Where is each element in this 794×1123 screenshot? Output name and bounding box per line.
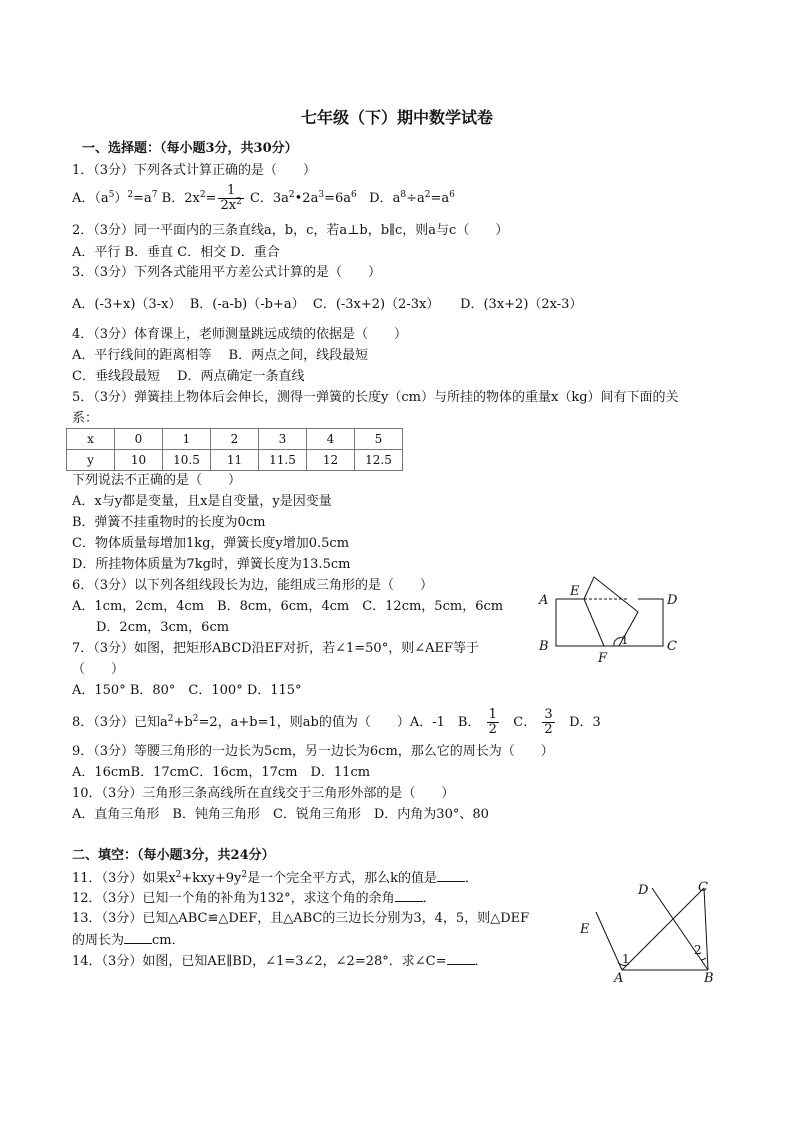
q11-answer-blank[interactable]: [437, 869, 465, 882]
table-cell: y: [67, 450, 115, 471]
label-a: A: [539, 593, 549, 608]
segment-ea: [596, 912, 622, 970]
q2-stem: 2．（3分）同一平面内的三条直线a，b，c，若a⊥b，b∥c，则a与c（ ）: [72, 223, 509, 238]
q5-opt-a: A．x与y都是变量，且x是自变量，y是因变量: [72, 494, 332, 509]
label-angle-1: 1: [621, 633, 629, 647]
folded-flap: [584, 577, 638, 646]
q2-options: A．平行 B．垂直 C．相交 D．重合: [72, 245, 280, 260]
label-d: D: [638, 883, 649, 898]
q13-line2: 的周长为 cm．: [72, 933, 185, 948]
q5-sub: 下列说法不正确的是（ ）: [72, 473, 242, 488]
table-row: [67, 429, 403, 450]
table-cell: 10: [115, 450, 163, 471]
q8-line: 8．（3分）已知$a^2+b^2=2$，a+b=1，则ab的值为（ ）A．-1 B． $\frac{1}{2}$ C． $\frac{3}{2}$ D．3: [72, 707, 601, 737]
segment-db: [652, 888, 708, 970]
q4-stem: 4．（3分）体育课上，老师测量跳远成绩的依据是（ ）: [72, 327, 408, 342]
label-c: C: [698, 880, 708, 895]
q3-opt-b: B．(-a-b)（-b+a）: [189, 297, 305, 312]
table-cell: 10.5: [163, 450, 211, 471]
q7-stem: 7．（3分）如图，把矩形ABCD沿EF对折，若∠1=50°，则∠AEF等于: [72, 641, 479, 656]
q13-line1: 13．（3分）已知△ABC≌△DEF，且△ABC的三边长分别为3，4，5，则△DEF: [72, 911, 530, 926]
q12-answer-blank[interactable]: [395, 889, 423, 902]
q6-options-1: A．1cm，2cm，4cm B．8cm，6cm，4cm C．12cm，5cm，6cm: [72, 599, 504, 614]
q1-opt-b: B．$2x^2=$ $\frac{1}{2x^2}$: [161, 183, 242, 213]
label-angle-1: 1: [622, 952, 630, 966]
table-cell: 1: [163, 429, 211, 450]
angle-2-arc: [701, 958, 706, 960]
q3-opt-c: C．(-3x+2)（2-3x）: [312, 297, 440, 312]
label-angle-2: 2: [694, 943, 702, 957]
label-d: D: [667, 593, 678, 608]
q1-stem: 1．（3分）下列各式计算正确的是（ ）: [72, 163, 317, 178]
table-cell: x: [67, 429, 115, 450]
q1-fraction: $\frac{1}{2x^2}$: [220, 183, 242, 213]
segment-ac: [622, 888, 704, 970]
q1-opt-c: C．$3a^2•2a^3=6a^6$: [249, 190, 357, 206]
q6-stem: 6．（3分）以下列各组线段长为边，能组成三角形的是（ ）: [72, 578, 434, 593]
q8-fraction-c: $\frac{3}{2}$: [544, 707, 553, 737]
table-cell: 12.5: [355, 450, 403, 471]
section-choice-header: 一、选择题：（每小题3分，共30分）: [82, 141, 298, 156]
table-cell: 11: [211, 450, 259, 471]
q10-options: A．直角三角形 B．钝角三角形 C．锐角三角形 D．内角为30°、80: [72, 807, 489, 822]
label-a: A: [614, 971, 624, 986]
q4-options-1: A．平行线间的距离相等 B．两点之间，线段最短: [72, 348, 369, 363]
q14-answer-blank[interactable]: [447, 952, 475, 965]
q7-figure-folded-rectangle: [534, 570, 684, 666]
q5-stem: 5．（3分）弹簧挂上物体后会伸长，测得一弹簧的长度y（cm）与所挂的物体的重量x（kg）间有下面的关: [72, 390, 679, 405]
q10-stem: 10．（3分）三角形三条高线所在直线交于三角形外部的是（ ）: [72, 786, 455, 801]
q3-opt-d: D．(3x+2)（2x-3）: [460, 297, 583, 312]
label-b: B: [704, 971, 714, 986]
q3-stem: 3．（3分）下列各式能用平方差公式计算的是（ ）: [72, 265, 382, 280]
table-row: [67, 450, 403, 471]
q13-answer-blank[interactable]: [124, 931, 152, 944]
rectangle-outline: [556, 599, 663, 646]
q14-figure-parallel-lines: [574, 876, 724, 986]
section-fill-header: 二、填空：（每小题3分，共24分）: [72, 848, 275, 863]
q1-options: [72, 184, 455, 213]
q5-opt-b: B．弹簧不挂重物时的长度为0cm: [72, 515, 266, 530]
q7-stem-cont: （ ）: [72, 662, 125, 677]
q3-opt-a: A．(-3+x)（3-x）: [72, 297, 182, 312]
q5-stem-cont: 系：: [72, 411, 99, 426]
label-c: C: [667, 639, 677, 654]
table-cell: 5: [355, 429, 403, 450]
label-e: E: [570, 584, 580, 599]
q8-fraction-b: $\frac{1}{2}$: [488, 707, 497, 737]
q5-opt-c: C．物体质量每增加1kg，弹簧长度y增加0.5cm: [72, 536, 350, 551]
table-cell: 11.5: [259, 450, 307, 471]
label-e: E: [580, 922, 590, 937]
segment-cb: [704, 888, 708, 970]
q6-options-2: D．2cm，3cm，6cm: [96, 620, 230, 635]
q1-opt-a: A．$(a^5)^2=a^7$: [72, 190, 158, 206]
table-cell: 2: [211, 429, 259, 450]
q1-opt-d: D．$a^8\div a^2=a^6$: [369, 190, 455, 206]
q9-options: A．16cmB．17cmC．16cm，17cm D．11cm: [72, 765, 371, 780]
q3-options: [72, 296, 582, 314]
q5-opt-d: D．所挂物体质量为7kg时，弹簧长度为13.5cm: [72, 557, 351, 572]
q11-line: 11．（3分）如果$x^2+kxy+9y^2$是一个完全平方式，那么k的值是 ．: [72, 870, 478, 886]
table-cell: 0: [115, 429, 163, 450]
label-f: F: [598, 651, 608, 666]
table-cell: 4: [307, 429, 355, 450]
table-cell: 12: [307, 450, 355, 471]
label-b: B: [539, 639, 549, 654]
q7-options: A．150° B．80° C．100° D．115°: [72, 683, 302, 698]
table-cell: 3: [259, 429, 307, 450]
q14-line: 14．（3分）如图，已知AE∥BD，∠1=3∠2，∠2=28°．求∠C= ．: [72, 954, 488, 969]
q9-stem: 9．（3分）等腰三角形的一边长为5cm，另一边长为6cm，那么它的周长为（ ）: [72, 744, 554, 759]
fold-line-ef: [584, 599, 604, 646]
page-title: 七年级（下）期中数学试卷: [300, 108, 493, 127]
q5-value-table: [66, 428, 403, 471]
q12-line: 12．（3分）已知一个角的补角为132°，求这个角的余角 ．: [72, 891, 436, 906]
q4-options-2: C．垂线段最短 D．两点确定一条直线: [72, 369, 305, 384]
